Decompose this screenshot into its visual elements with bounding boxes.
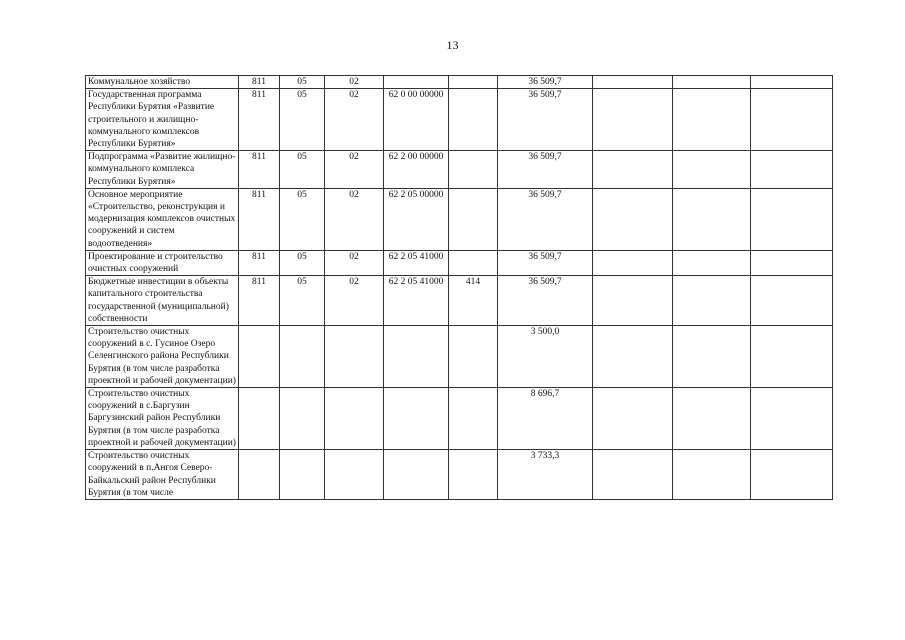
- cell-target-article: 62 2 05 41000: [384, 250, 449, 275]
- cell-empty: [673, 76, 751, 89]
- cell-expense-type: 414: [449, 276, 498, 326]
- budget-table: [85, 75, 833, 500]
- cell-target-article: 62 0 00 00000: [384, 89, 449, 151]
- table-row: [86, 76, 833, 89]
- cell-grbs: [239, 388, 280, 450]
- cell-name: Основное мероприятие «Строительство, реконструкция и модернизация комплексов очистных сооружений и систем водоотведения»: [86, 188, 239, 250]
- cell-empty: [593, 76, 673, 89]
- table-row: [86, 250, 833, 275]
- cell-section: 05: [280, 76, 325, 89]
- cell-empty: [751, 89, 833, 151]
- cell-amount: 36 509,7: [498, 250, 593, 275]
- cell-subsection: [325, 326, 384, 388]
- cell-section: 05: [280, 89, 325, 151]
- table-row: [86, 276, 833, 326]
- cell-section: [280, 388, 325, 450]
- cell-empty: [593, 388, 673, 450]
- cell-empty: [751, 151, 833, 189]
- cell-empty: [673, 388, 751, 450]
- cell-empty: [673, 276, 751, 326]
- cell-target-article: 62 2 05 41000: [384, 276, 449, 326]
- cell-name: Коммунальное хозяйство: [86, 76, 239, 89]
- cell-empty: [673, 326, 751, 388]
- cell-expense-type: [449, 89, 498, 151]
- cell-empty: [673, 250, 751, 275]
- cell-empty: [593, 188, 673, 250]
- cell-grbs: 811: [239, 188, 280, 250]
- cell-grbs: 811: [239, 151, 280, 189]
- page-number: 13: [446, 38, 459, 52]
- cell-target-article: [384, 450, 449, 500]
- cell-subsection: 02: [325, 151, 384, 189]
- cell-empty: [593, 450, 673, 500]
- cell-amount: 36 509,7: [498, 188, 593, 250]
- table-body: [86, 76, 833, 500]
- cell-empty: [751, 388, 833, 450]
- cell-amount: 36 509,7: [498, 76, 593, 89]
- cell-grbs: 811: [239, 276, 280, 326]
- cell-subsection: 02: [325, 89, 384, 151]
- table-row: [86, 450, 833, 500]
- cell-empty: [751, 188, 833, 250]
- cell-empty: [751, 76, 833, 89]
- cell-section: [280, 326, 325, 388]
- cell-amount: 36 509,7: [498, 89, 593, 151]
- cell-amount: 36 509,7: [498, 276, 593, 326]
- cell-grbs: [239, 326, 280, 388]
- cell-amount: 36 509,7: [498, 151, 593, 189]
- cell-target-article: [384, 388, 449, 450]
- cell-empty: [751, 276, 833, 326]
- cell-grbs: 811: [239, 89, 280, 151]
- cell-target-article: 62 2 05 00000: [384, 188, 449, 250]
- cell-target-article: [384, 76, 449, 89]
- cell-expense-type: [449, 326, 498, 388]
- cell-name: Проектирование и строительство очистных сооружений: [86, 250, 239, 275]
- cell-expense-type: [449, 188, 498, 250]
- cell-section: 05: [280, 250, 325, 275]
- cell-name: Строительство очистных сооружений в п.Ангоя Северо-Байкальский район Республики Бурятия (в том числе: [86, 450, 239, 500]
- table-row: [86, 188, 833, 250]
- cell-subsection: 02: [325, 188, 384, 250]
- table-row: [86, 89, 833, 151]
- cell-section: 05: [280, 276, 325, 326]
- cell-name: Строительство очистных сооружений в с.Баргузин Баргузинский район Республики Бурятия (в том числе разработка проектной и рабочей документации): [86, 388, 239, 450]
- cell-section: 05: [280, 188, 325, 250]
- cell-subsection: 02: [325, 276, 384, 326]
- cell-empty: [673, 151, 751, 189]
- cell-subsection: [325, 450, 384, 500]
- cell-empty: [593, 89, 673, 151]
- cell-expense-type: [449, 450, 498, 500]
- cell-name: Бюджетные инвестиции в объекты капитального строительства государственной (муниципальной) собственности: [86, 276, 239, 326]
- cell-target-article: 62 2 00 00000: [384, 151, 449, 189]
- cell-section: 05: [280, 151, 325, 189]
- table-row: [86, 151, 833, 189]
- cell-grbs: 811: [239, 250, 280, 275]
- cell-name: Строительство очистных сооружений в с. Гусиное Озеро Селенгинского района Республики Бурятия (в том числе разработка проектной и рабочей документации): [86, 326, 239, 388]
- cell-empty: [751, 250, 833, 275]
- cell-empty: [751, 326, 833, 388]
- cell-empty: [751, 450, 833, 500]
- table-row: [86, 388, 833, 450]
- cell-name: Государственная программа Республики Бурятия «Развитие строительного и жилищно-коммунального комплексов Республики Бурятия»: [86, 89, 239, 151]
- cell-target-article: [384, 326, 449, 388]
- cell-empty: [593, 151, 673, 189]
- cell-empty: [673, 188, 751, 250]
- cell-grbs: 811: [239, 76, 280, 89]
- cell-empty: [593, 250, 673, 275]
- cell-subsection: 02: [325, 250, 384, 275]
- cell-empty: [593, 326, 673, 388]
- cell-amount: 3 500,0: [498, 326, 593, 388]
- cell-subsection: [325, 388, 384, 450]
- cell-expense-type: [449, 250, 498, 275]
- cell-empty: [593, 276, 673, 326]
- cell-subsection: 02: [325, 76, 384, 89]
- cell-section: [280, 450, 325, 500]
- cell-amount: 8 696,7: [498, 388, 593, 450]
- cell-expense-type: [449, 388, 498, 450]
- cell-empty: [673, 89, 751, 151]
- cell-amount: 3 733,3: [498, 450, 593, 500]
- table-row: [86, 326, 833, 388]
- cell-grbs: [239, 450, 280, 500]
- cell-empty: [673, 450, 751, 500]
- cell-expense-type: [449, 151, 498, 189]
- cell-expense-type: [449, 76, 498, 89]
- cell-name: Подпрограмма «Развитие жилищно-коммунального комплекса Республики Бурятия»: [86, 151, 239, 189]
